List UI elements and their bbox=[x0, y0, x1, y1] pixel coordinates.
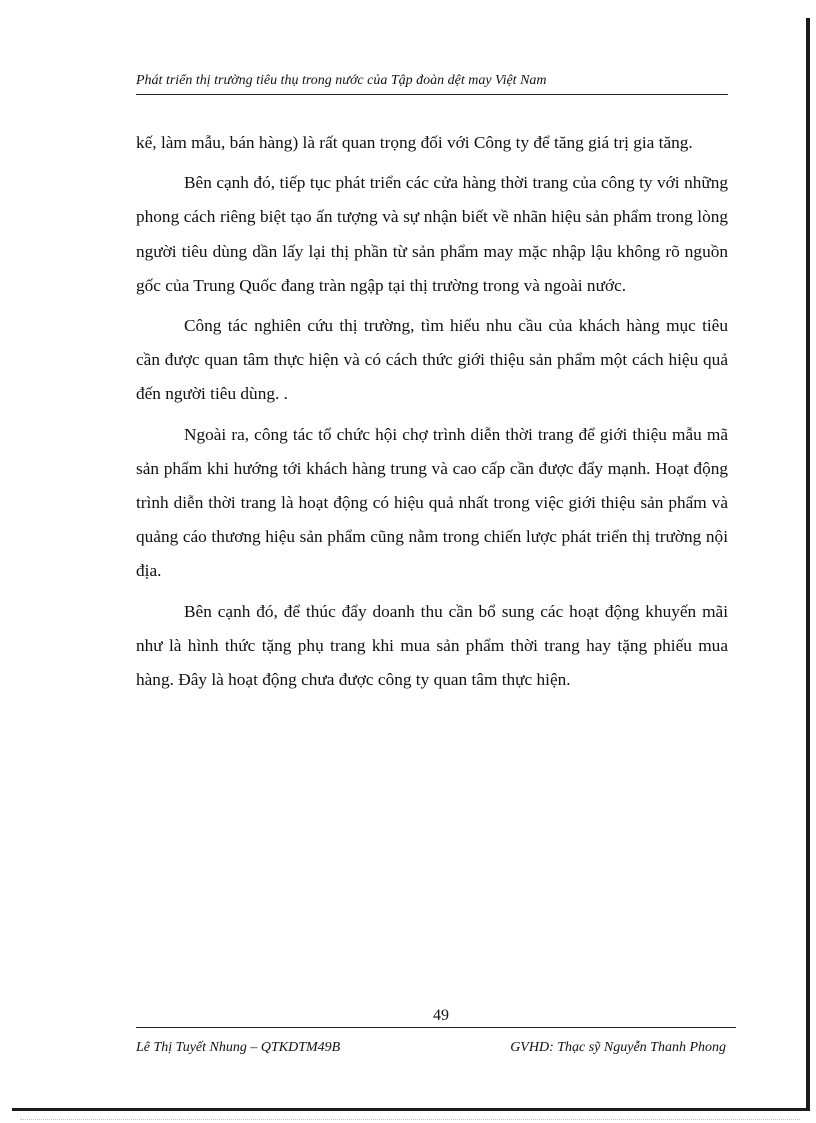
footer-author: Lê Thị Tuyết Nhung – QTKDTM49B bbox=[136, 1040, 341, 1055]
page-number: 49 bbox=[433, 1007, 449, 1024]
footer-divider bbox=[136, 1027, 736, 1028]
running-header: Phát triển thị trường tiêu thụ trong nước của Tập đoàn dệt may Việt Nam bbox=[136, 73, 547, 88]
page-border-bottom bbox=[12, 1108, 810, 1111]
footer-advisor: GVHD: Thạc sỹ Nguyễn Thanh Phong bbox=[510, 1040, 726, 1055]
page-edge-dotted-line bbox=[20, 1119, 800, 1120]
paragraph: Công tác nghiên cứu thị trường, tìm hiểu nhu cầu của khách hàng mục tiêu cần được quan tâm thực hiện và có cách thức giới thiệu sản phẩm một cách hiệu quả đến người tiêu dùng. . bbox=[136, 316, 728, 404]
paragraph: Bên cạnh đó, tiếp tục phát triển các cửa hàng thời trang của công ty với những phong cách riêng biệt tạo ấn tượng và sự nhận biết về nhãn hiệu sản phẩm trong lòng người tiêu dùng dần lấy lại thị phần từ sản phẩm may mặc nhập lậu không rõ nguồn gốc của Trung Quốc đang tràn ngập tại thị trường trong và ngoài nước. bbox=[136, 173, 728, 295]
page-border-right bbox=[806, 18, 810, 1108]
header-divider bbox=[136, 94, 728, 95]
paragraph: Ngoài ra, công tác tổ chức hội chợ trình diễn thời trang để giới thiệu mẫu mã sản phẩm khi hướng tới khách hàng trung và cao cấp cần được đẩy mạnh. Hoạt động trình diễn thời trang là hoạt động có hiệu quả nhất trong việc giới thiệu sản phẩm và quảng cáo thương hiệu sản phẩm cũng nằm trong chiến lược phát triển thị trường nội địa. bbox=[136, 424, 728, 581]
document-body bbox=[136, 126, 728, 703]
paragraph-continued: kế, làm mẫu, bán hàng) là rất quan trọng đối với Công ty để tăng giá trị gia tăng. bbox=[136, 133, 693, 152]
paragraph: Bên cạnh đó, để thúc đẩy doanh thu cần bổ sung các hoạt động khuyến mãi như là hình thức tặng phụ trang khi mua sản phẩm thời trang hay tặng phiếu mua hàng. Đây là hoạt động chưa được công ty quan tâm thực hiện. bbox=[136, 601, 728, 690]
